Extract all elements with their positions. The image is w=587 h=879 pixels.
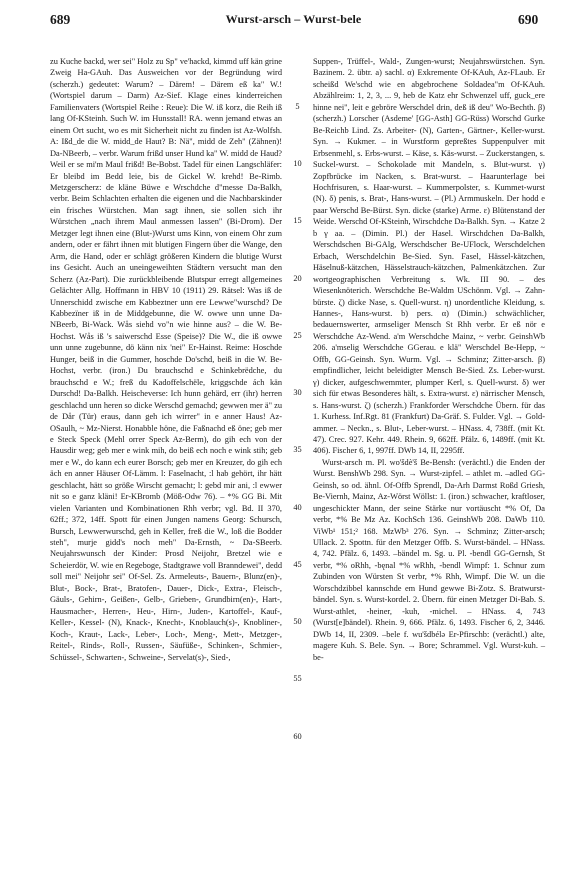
line-number: 20 [293,273,302,283]
right-column [313,56,545,663]
line-number: 25 [293,330,302,340]
line-number: 15 [293,216,302,226]
page-number-right: 690 [518,12,539,27]
line-number: 30 [293,388,302,398]
line-number: 35 [293,445,302,455]
line-number: 45 [293,559,302,569]
line-number-gutter [282,56,313,816]
left-column-paragraph: zu Kuche backd, wer sei" Holz zu Sp" ve'hackd, kimmd uff kän grine Zweig Ha-GAuh. Das Ausweichen vor der Begründung wird (scherzh.) gedeutet: Warum? – Därem! – Därem eß ka" W.! (Wortspiel darum – Darm) Az-Sief. Klage eines kinderreichen Familienvaters (Wortspiel Reihe : Reue): Die W. iß korz, die Reih iß lang Of-KSteinh. Such W. im Hunsstall! RA. wenn jemand etwas an einem Ort sucht, wo es mit Sicherheit nicht zu finden ist Az-Wolfsh. A: Ißd_de die W. midd_de Haut? B: Nä", midd de Zeh" (Zähnen)! Da-NBeerb, – verbr. Warum frißd unser Hund ka" W. midd de Haud? Weil er se mi'm Maul frißd! Be-Bobst. Tadel für einen Langschläfer: Er bleibd im Bedd leie, bis de Gickel W. krehd! Be-Rimb. Metzgerscherz: de kläne Büwe e Wrschdche d"messe Da-Balkh, verbr. Beim Schlachten erhalten die eigenen und die Nachbarskinder ein frisches Würstchen. Man sagt ihnen, sie sollen sich ihr Würstchen „nach ihrem Maul anmessen lassen" (Bi-Drom). Der Metzger legt ihnen eine (Blut-)Wurst ums Kinn, von einem Ohr zum andern, oder er fährt ihnen mit blutigen Fingern über die Wange, den Arm, die Hand, oder er schlägt größeren Kindern die blutige Wurst ins Gesicht. Auch an uneingeweihten Städtern versucht man den Scherz (Az-Part). Die zurückbleibende Blutspur erregt allgemeines Gelächter Allg. Hoffmann in HBV 10 (1911) 29. Rätsel: Was iß de Unnerschidd zwische em Kabbeztner unn ere Lewwe"wurschd? De Kabbezïner iß in de Middgebunne, die W. owwe unn unne Da-NBeerb, Bi-Wack. Wås siehd vo"n wie hinne aus? – die W. Be-Hochst. Wås iß 's saiwerschd Esse (Speise)? Die W., die iß owwe unn unne zugebunne, dö känn nix 'nei" Er-Hainst. Reime: Hoschde Hunger, beiß in die Gummer, hoschde Do'schd, beiß in die W. Be-Hochst, verbr. (iron.) Du brauchschd e Schinkebrëdche, du brauchschd e W.; freß du Kadoffelschële, kriggschde ách kän Durschd! Da-Balkh. Heischeverse: Ich hunn gehärd, err (ihr) herren geschlachd unn heren so dicke Werschd gemachd; gewwen mer ä" zu de Dår (Tür) eraus, dann geh ich wirrer" in e anner Haus! Az-OSaulh, ~ Mz-Nierst. Honabble höne, die Faßnachd eß öne; geb mer e Steck Speck (Mehl orrer Speck Az-Berm), do gih ech von der Hausdir weg; geb mer e wink mih, do beiß ech noch e wink stih; geb mer e W., do kann ech eurer Borsch; geb mer en Kreuzer, do gih ech äch en anner Häuser Of-Lämm. l: Faselnacht, :l hab gehört, ihr hätt geschlacht, hätt so größe Wirscht gemacht; l: gebd mir ani, :l ewwer nit so e ganz kläni! Er-KBromb (Möß-Odw 76). – *% GG Bi. Mit vielen Varianten und Kombinationen Rhh verbr; vgl. Bd. II 370, 62ff.; 372, 14ff. Spott für einen Jungen namens Georg: Schursch, Bursch, Lewwerwurschd, geh in Keller, freß die W., loß die Bodder steh", murje gidd's noch meh" Da-Ernsth, ~ Da-SBeerb. Neujahrswunsch der Kinder: Prosd Neijohr, Bretzel wie e Scheierdör, W. wie en Regeboge, Stadtgrawe voll Branndewei", dedd soll mei" Neijohr sei" Of-Sel. Zs. Armeleuts-, Bauern-, Blunz(en)-, Blut-, Bock-, Brat-, Bratofen-, Dauer-, Dick-, Extra-, Fleisch-, Gäuls-, Gehirn-, Geißen-, Gelb-, Grieben-, Grundbirn(en)-, Hart-, Hausmacher-, Herren-, Heu-, Hirn-, Juden-, Kartoffel-, Kauf-, Keller-, Kessel- (N), Knack-, Knecht-, Knoblauch(s)-, Knobliner-, Koch-, Kraut-, Lack-, Leber-, Loch-, Meng-, Mett-, Metzger-, Reitel-, Rinds-, Roll-, Russen-, Säufüße-, Schinken-, Schmier-, Schüssel-, Schwarten-, Schweine-, Servelat(s)-, Sied-, [50,57,282,662]
line-number: 55 [293,674,302,684]
line-number: 40 [293,502,302,512]
running-head: Wurst-arsch – Wurst-bele [225,12,362,26]
right-column-paragraph: Wurst-arsch m. Pl. wo'šdè'š Be-Bensh: (verächtl.) die Enden der Wurst. BenshWb 298. Syn. → Wurst-zipfel. – athlet m. –adled GG-Geinsh, so od. ähnl. Of-Offb Sprendl, Da-Arh Darmst Roßd Griesh, Be-Viernh, Mainz, Az-Wörst Wöllst: 1. (iron.) schwacher, kraftloser, ungeschickter Mann, der seine Stärke nur vortäuscht *% Of, Da verbr, *% Be Mz Az. KochSch 136. GeinshWb 208. DaWb 110. ViWb¹ 151;² 168. MzWb³ 276. Syn. → Schminz; Zitter-arsch; Ullack. 2. Spottn. für den Metzger Offb. S. Wurst-bändel. – HNass. 4, 742. Pfälz. 6, 1493. –bändel m. Sg. u. Pl. -bendl GG-Gernsh, St verbr, *% oRhh, -bęnal *% wRhh, -bendl Wimpf: 1. Schnur zum Zubinden von Würsten St verbr, *% Rhh, Wimpf. Die W. un die Worschdzibbel kannschde em Hund gewwe Bi-Zotz. S. Bratwurst-bändel. Syn. s. Wurst-kordel. 2. Übern. für einen Metzger Di-Bab. S. Wurst-athlet, -heiner, -kuh, -michel. – HNass. 4, 743 (Wurst[e]bändel). Rhein. 9, 666. Pfälz. 6, 1493. Fischer 6, 2, 3446. DWb 14, II, 2309. –bele f. wu'šdbélə Er-Pfirschb: (verächtl.) alte, magere Kuh. S. Bele. Syn. → Bore; Schrammel. Vgl. Wurst-kuh. – be- [313,457,545,662]
line-number: 5 [295,101,300,111]
line-number: 60 [293,731,302,741]
page-number-left: 689 [50,12,71,27]
right-column-paragraph: Suppen-, Trüffel-, Wald-, Zungen-wurst; Neujahrswürstchen. Syn. Bazinem. 2. übtr. a) sachl. α) Exkremente Of-KAuh, Az-FLaub. Er scheißd We'schd wie en abgebrochene Soldadea"m Of-KAuh. Abzählreim: 1, 2, 3, ... 9, heb de Katz ehr Schwenzel uff, guck_ere hinne nei", leit e gebröre Werschdel drin, deß iß deu" Wo-Bechth. β) (scherzh.) Lorscher (Asdeme' [GG-Asth] GG-Rüss) Worschd Gurke Be-Reichb Lind. Zs. Arbeiter- (N), Garten-, Gärtner-, Keller-wurst. Syn. → Kukmer. – in Wurstform gepreßtes Suppenpulver mit Erbsenmehl, s. Erbs-wurst. – Käse, s. Käs-wurst. – Zuckerstangen, s. Suckel-wurst. – Schokolade mit Mandeln, s. Blut-wurst. γ) Zopfbrücke im Nacken, s. Brat-wurst. – Haarunterlage bei Hochfrisuren, s. Haar-wurst. – Kummerpolster, s. Kummet-wurst (N). δ) penis, s. Brat-, Hans-wurst. – (Pl.) Armmuskeln. Der hodd e paar Werschd Be-Bürst. Syn. dicke (starke) Arme. ε) Blütenstand der Weide. Werschd Of-KSteinh, Wirschdche Da-Balkh. Syn. → Katze 2 b γ aa. – (Dimin. Pl.) der Hasel. Wirschdchen Da-Balkh, Werschdschen Bi-GAlg, Werschdscher Be-UFlock, Werschdelchen Erbach, Werschdelchin Be-Sied. Syn. Fasel, Hässel-kätzchen, Häselnuß-kätzchen, Hässelstrauch-kätzchen, Palmenkätzchen. Zur wortgeographischen Verbreitung s. Wk. III 90. – des Wiesenknöterich. Werschdche Be-Waldm USchönm. Vgl. → Zahn-bürste. ζ) dicke Nase, s. Quell-wurst. η) unordentliche Kleidung, s. Hannes-, Hans-wurst. b) pers. α) (Dimin.) schwächlicher, bedauernswerter, armseliger Mensch St Rhh verbr. Er eß nör e Werschdche Az-Wend. a'm Werschdche Mainz, ~ verbr. GeinshWb 206. a'mselig Werschdche GGerau. e klä" Werschdel Be-Hepp, ~ Offb, GG-Geinsh. Syn. Wurm. Vgl. → Schminz; Zitter-arsch. β) empfindlicher, leicht beleidigter Mensch Be-Sied. Zs. Leber-wurst. γ) dicker, aufgeschwemmter, plumper Kerl, s. Quell-wurst. δ) wer sich für etwas Besonderes hält, s. Extra-wurst. ε) närrischer Mensch, s. Hans-wurst. ζ) (scherzh.) Frankforder Werschdche Übern. für das 1. Kurhess. Inf.Rgt. 81 (Frankfurt) Da-Gräf. S. Fulder. Vgl. → Gold-ammer. – Neckn., s. Blut-, Leber-wurst. – HNass. 4, 738ff. (mit Kt. 47). Crec. 927. Kehr. 449. Rhein. 9, 662ff. Pfälz. 6, 1489ff. (mit Kt. 406). Fischer 6, 1, 997ff. DWb 14, II, 2295ff. [313,57,545,456]
line-number: 10 [293,159,302,169]
left-column [50,56,282,663]
line-number: 50 [293,617,302,627]
